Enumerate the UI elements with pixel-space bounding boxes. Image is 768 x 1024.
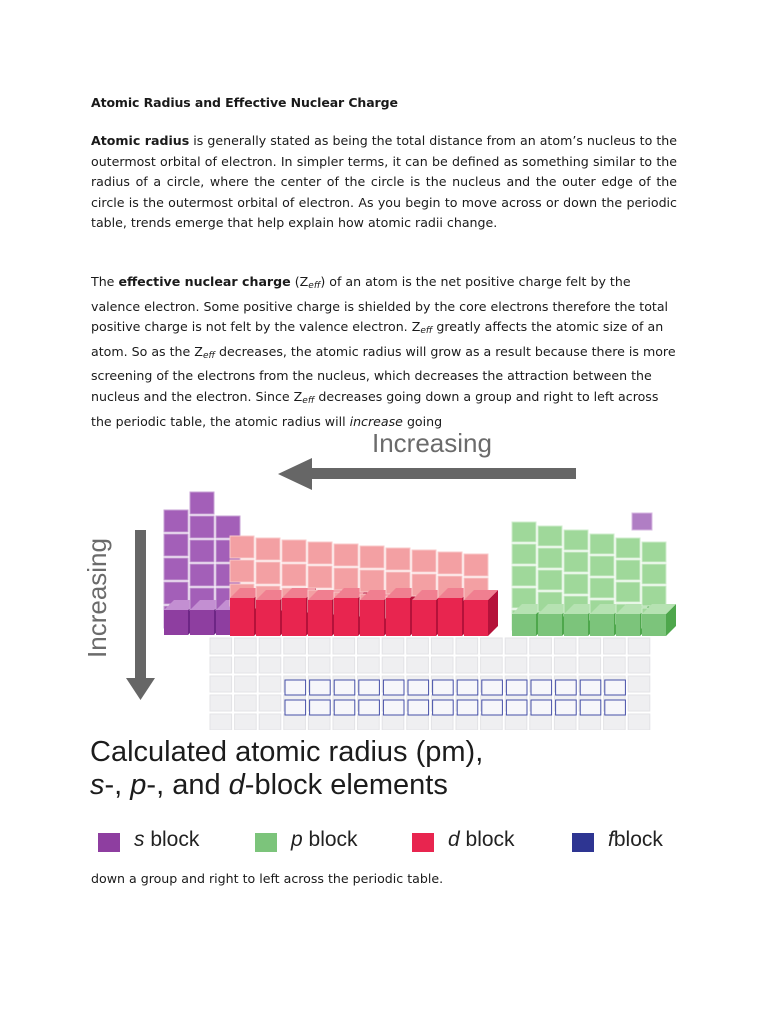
grid-cell: [431, 714, 453, 730]
grid-cell: [628, 638, 650, 654]
grid-cell: [628, 657, 650, 673]
grid-cell: [259, 695, 281, 711]
grid-cell: [210, 657, 232, 673]
grid-cell: [358, 657, 380, 673]
d-block-cube: [360, 546, 384, 568]
para2-lead: The: [91, 274, 119, 289]
column-front: [512, 614, 536, 636]
column-front: [412, 600, 436, 636]
p-block-cube: [616, 582, 640, 602]
grid-cell: [333, 657, 355, 673]
grid-cell: [210, 714, 232, 730]
f-block-cell: [383, 680, 404, 695]
grid-cell: [628, 676, 650, 692]
grid-cell: [284, 657, 306, 673]
f-block-cell: [556, 700, 577, 715]
f-block-cell: [433, 680, 454, 695]
vertical-increasing-label: Increasing: [82, 538, 112, 658]
s-block-cube: [164, 510, 188, 532]
s-block-cube: [164, 558, 188, 580]
d-block-cube: [308, 566, 332, 588]
grid-cell: [407, 714, 429, 730]
paragraph-atomic-radius: [91, 131, 677, 234]
p-block-cube: [512, 522, 536, 542]
s-block-cube: [216, 516, 240, 538]
p-block-swatch: [255, 833, 277, 852]
f-block-swatch: [572, 833, 594, 852]
atomic-radius-figure: [80, 420, 700, 865]
grid-cell: [235, 676, 257, 692]
f-block-cell: [506, 680, 527, 695]
grid-cell: [456, 657, 478, 673]
paragraph-conclusion: down a group and right to left across the periodic table.: [91, 871, 444, 886]
p-block-cube: [538, 526, 562, 546]
f-block-cell: [334, 700, 355, 715]
p-block-cube: [642, 542, 666, 562]
grid-cell: [333, 638, 355, 654]
term-effective-nuclear-charge: effective nuclear charge: [118, 274, 291, 289]
s-block-cube: [190, 516, 214, 538]
p-block-cube: [642, 586, 666, 606]
emphasis-increase: increase: [349, 413, 403, 429]
column-front: [256, 600, 280, 636]
grid-cell: [530, 638, 552, 654]
s-block-cube: [190, 540, 214, 562]
f-block-cell: [556, 680, 577, 695]
column-front: [164, 610, 188, 635]
f-block-cell: [310, 700, 331, 715]
column-front: [616, 614, 640, 636]
term-atomic-radius: Atomic radius: [91, 133, 190, 148]
column-front: [334, 598, 358, 636]
f-block-cell: [408, 700, 429, 715]
f-block-cell: [580, 680, 601, 695]
grid-cell: [284, 638, 306, 654]
f-block-cell: [531, 680, 552, 695]
periodic-table-grid: [210, 638, 650, 730]
s-block-cube: [164, 534, 188, 556]
grid-cell: [358, 638, 380, 654]
grid-cell: [259, 714, 281, 730]
p-block-cube: [564, 530, 588, 550]
p-block-cube: [538, 548, 562, 568]
d-block-cube: [230, 560, 254, 582]
grid-cell: [604, 638, 626, 654]
grid-cell: [259, 638, 281, 654]
column-front: [308, 600, 332, 636]
zeff-symbol: $Z_{eff}$: [411, 319, 433, 337]
grid-cell: [554, 657, 576, 673]
d-block-cube: [282, 540, 306, 562]
d-block-cube: [438, 552, 462, 574]
grid-cell: [456, 638, 478, 654]
d-block-cube: [386, 548, 410, 570]
p-block-cube: [616, 560, 640, 580]
grid-cell: [604, 657, 626, 673]
d-block-swatch: [412, 833, 434, 852]
figure-caption: [90, 736, 690, 802]
grid-cell: [210, 676, 232, 692]
p-block-cube: [642, 564, 666, 584]
p-block-cube: [590, 534, 614, 554]
grid-cell: [579, 714, 601, 730]
f-block-cell: [482, 700, 503, 715]
grid-cell: [382, 657, 404, 673]
d-block-cube: [308, 542, 332, 564]
column-front: [564, 614, 588, 636]
grid-cell: [431, 657, 453, 673]
grid-cell: [407, 657, 429, 673]
grid-cell: [259, 676, 281, 692]
column-front: [642, 614, 666, 636]
d-block-cube: [334, 568, 358, 590]
periodic-table-3d-illustration: [80, 420, 700, 730]
caption-line-2: s-, p-, and d-block elements: [90, 769, 448, 801]
s-block-cube: [190, 564, 214, 586]
column-front: [360, 600, 384, 636]
grid-cell: [579, 638, 601, 654]
f-block-cell: [334, 680, 355, 695]
f-block-cell: [359, 680, 380, 695]
para2-part2: greatly affects the atomic size of an atom. So as the: [91, 319, 664, 359]
d-block-cube: [334, 544, 358, 566]
grid-cell: [505, 714, 527, 730]
d-block-cube: [282, 564, 306, 586]
column-front: [438, 598, 462, 636]
grid-cell: [382, 714, 404, 730]
grid-cell: [284, 714, 306, 730]
f-block-cell: [531, 700, 552, 715]
grid-cell: [628, 714, 650, 730]
f-block-cell: [506, 700, 527, 715]
f-block-cell: [433, 700, 454, 715]
column-front: [590, 614, 614, 636]
p-block-cube: [616, 538, 640, 558]
d-block-cube: [360, 570, 384, 592]
paragraph-effective-nuclear-charge: The effective nuclear charge $(Z_{eff})$ of an atom is the net positive charge felt by the valence electron. Some positive charge is shielded by the core electrons therefore the total positive charge is not felt by the valence electron. $Z_{eff}$ greatly affects the atomic size of an atom. So as the $Z_{eff}$ decreases, the atomic radius will grow as a result because there is more screening of the electrons from the nucleus, which decreases the attraction between the nucleus and the electron. Since $Z_{eff}$ decreases going down a group and right to left across the periodic table, the atomic radius will increase going: [91, 274, 676, 429]
grid-cell: [382, 638, 404, 654]
f-block-cell: [285, 680, 306, 695]
column-front: [282, 598, 306, 636]
column-front: [386, 598, 410, 636]
d-block-cube: [230, 536, 254, 558]
grid-cell: [481, 714, 503, 730]
p-block-cube: [564, 552, 588, 572]
zeff-symbol: $Z_{eff}$: [293, 388, 315, 406]
para2-part5: going: [402, 413, 443, 429]
grid-cell: [235, 638, 257, 654]
grid-cell: [628, 695, 650, 711]
document-title: Atomic Radius and Effective Nuclear Charge: [91, 95, 398, 110]
grid-cell: [530, 657, 552, 673]
zeff-symbol: $Z_{eff}$: [194, 343, 215, 361]
column-front: [230, 598, 254, 636]
para2-part1: ) of an atom is the net positive charge felt by the valence electron. Some positive charge is shielded by the core electrons therefore the total positive charge is not felt by the valence electron.: [91, 274, 669, 335]
f-block-cell: [285, 700, 306, 715]
para2-part4: decreases going down a group and right to left across the periodic table, the atomic radius will: [91, 388, 659, 429]
helium-cube: [632, 513, 652, 530]
grid-cell: [431, 638, 453, 654]
f-block-cell: [383, 700, 404, 715]
grid-cell: [358, 714, 380, 730]
f-block-cell: [580, 700, 601, 715]
grid-cell: [554, 714, 576, 730]
zeff-symbol: $Z_{eff}$: [299, 274, 321, 291]
p-block-cube: [564, 574, 588, 594]
grid-cell: [210, 695, 232, 711]
column-front: [538, 614, 562, 636]
grid-cell: [505, 657, 527, 673]
grid-cell: [210, 638, 232, 654]
grid-cell: [481, 657, 503, 673]
paragraph-atomic-radius-text: is generally stated as being the total distance from an atom’s nucleus to the outermost orbital of electron. In simpler terms, it can be defined as something similar to the radius of a circle, where the center of the circle is the nucleus and the outer edge of the circle is the outermost orbital of electron. As you begin to move across or down the periodic table, trends emerge that help explain how atomic radii change.: [91, 133, 677, 231]
horizontal-increasing-label: Increasing: [372, 428, 492, 458]
f-block-cell: [605, 680, 626, 695]
p-block-cube: [590, 556, 614, 576]
p-block-cube: [512, 544, 536, 564]
element-columns: [164, 492, 676, 636]
grid-cell: [579, 657, 601, 673]
f-block-cell: [310, 680, 331, 695]
s-block-swatch: [98, 833, 120, 852]
f-block-cell: [482, 680, 503, 695]
grid-cell: [235, 657, 257, 673]
p-block-cube: [512, 566, 536, 586]
f-block-cell: [605, 700, 626, 715]
grid-cell: [333, 714, 355, 730]
p-block-cube: [538, 570, 562, 590]
d-block-cube: [412, 550, 436, 572]
grid-cell: [235, 695, 257, 711]
s-block-cube: [190, 492, 214, 514]
grid-cell: [481, 638, 503, 654]
block-legend: s block p block d block fblock: [98, 830, 698, 856]
grid-cell: [308, 638, 330, 654]
f-block-cell: [457, 700, 478, 715]
f-block-cell: [457, 680, 478, 695]
vertical-arrow-icon: [126, 530, 155, 700]
column-front: [190, 610, 214, 635]
d-block-cube: [464, 554, 488, 576]
grid-cell: [235, 714, 257, 730]
grid-cell: [407, 638, 429, 654]
grid-cell: [259, 657, 281, 673]
grid-cell: [308, 657, 330, 673]
f-block-cell: [408, 680, 429, 695]
grid-cell: [530, 714, 552, 730]
f-block-cell: [359, 700, 380, 715]
para2-part3: decreases, the atomic radius will grow as a result because there is more screening of the electrons from the nucleus, which decreases the attraction between the nucleus and the electron. Since: [91, 343, 676, 404]
grid-cell: [505, 638, 527, 654]
caption-line-1: Calculated atomic radius (pm),: [90, 736, 484, 768]
grid-cell: [554, 638, 576, 654]
horizontal-arrow-icon: [278, 458, 576, 490]
grid-cell: [604, 714, 626, 730]
grid-cell: [456, 714, 478, 730]
d-block-cube: [256, 538, 280, 560]
d-block-cube: [256, 562, 280, 584]
column-front: [464, 600, 488, 636]
grid-cell: [308, 714, 330, 730]
p-block-cube: [590, 578, 614, 598]
